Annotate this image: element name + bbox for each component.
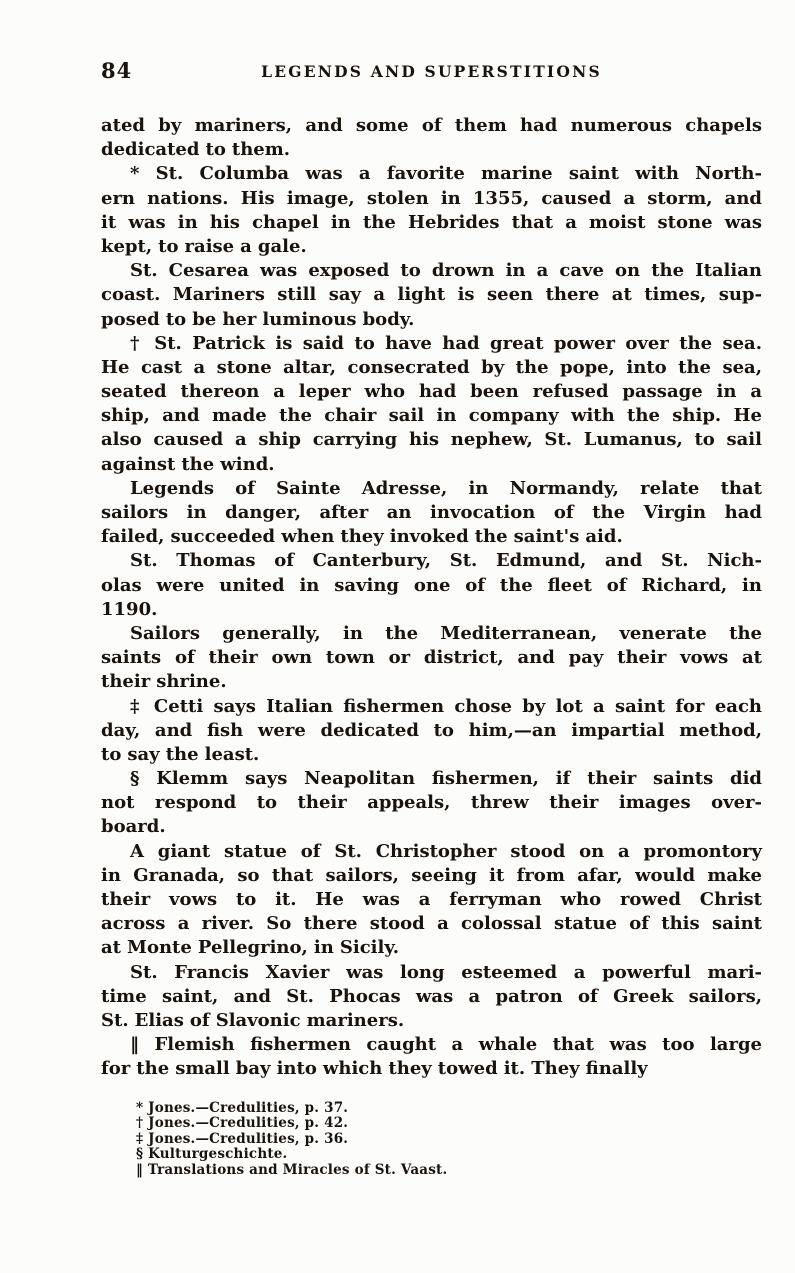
text-line: for the small bay into which they towed it. They finally (101, 1058, 648, 1080)
text-line: sailors in danger, after an invocation of the Virgin had (101, 502, 762, 523)
footnote: * Jones.—Credulities, p. 37. (136, 1100, 349, 1116)
text-line: dedicated to them. (101, 139, 291, 161)
paragraph (101, 549, 762, 622)
text-line: in Granada, so that sailors, seeing it from afar, would make (101, 864, 762, 886)
text-line: Legends of Sainte Adresse, in Normandy, relate that (130, 477, 762, 499)
text-line: St. Francis Xavier was long esteemed a powerful mari- (130, 961, 762, 983)
text-line: board. (101, 816, 166, 838)
text-line: 1190. (101, 598, 158, 620)
footnote: § Kulturgeschichte. (136, 1146, 288, 1163)
text-line: not respond to their appeals, threw their images over- (101, 792, 762, 814)
text-line: their shrine. (101, 671, 227, 693)
text-line: coast. Mariners still say a light is seen there at times, sup- (101, 284, 762, 306)
text-line: also caused a ship carrying his nephew, St. Lumanus, to sail (101, 429, 762, 451)
text-line: St. Cesarea was exposed to drown in a cave on the Italian (130, 260, 762, 282)
text-line: saints of their own town or district, and pay their vows at (101, 647, 762, 669)
text-line: ‡ Cetti says Italian fishermen chose by lot a saint for each (130, 695, 762, 717)
body-text (101, 114, 762, 1082)
paragraph (101, 114, 762, 162)
text-line: * St. Columba was a favorite marine saint with North- (130, 163, 762, 185)
text-line: failed, succeeded when they invoked the saint's aid. (101, 526, 623, 548)
paragraph (101, 961, 762, 1034)
text-line: ern nations. His image, stolen in 1355, caused a storm, and (101, 187, 762, 209)
running-title: LEGENDS AND SUPERSTITIONS (261, 62, 602, 81)
text-line: ‖ Flemish fishermen caught a whale that was too large (130, 1034, 762, 1056)
text-line: ated by mariners, and some of them had numerous chapels (101, 115, 762, 136)
text-line: to say the least. (101, 743, 260, 765)
text-line: time saint, and St. Phocas was a patron of Greek sailors, (101, 985, 762, 1007)
text-line: across a river. So there stood a colossal statue of this saint (101, 913, 762, 935)
text-line: seated thereon a leper who had been refused passage in a (101, 381, 762, 403)
text-line: ship, and made the chair sail in company with the ship. He (101, 405, 762, 427)
footnote: ‖ Translations and Miracles of St. Vaast. (136, 1161, 448, 1178)
text-line: Sailors generally, in the Mediterranean, venerate the (130, 622, 762, 644)
text-line: † St. Patrick is said to have had great power over the sea. (130, 332, 762, 354)
paragraph (101, 162, 762, 259)
text-line: St. Thomas of Canterbury, St. Edmund, and St. Nich- (130, 550, 762, 572)
text-line: He cast a stone altar, consecrated by the pope, into the sea, (101, 356, 762, 378)
text-line: day, and fish were dedicated to him,—an impartial method, (101, 719, 762, 741)
text-line: their vows to it. He was a ferryman who rowed Christ (101, 889, 762, 910)
paragraph (101, 1033, 762, 1081)
text-line: § Klemm says Neapolitan fishermen, if their saints did (130, 768, 762, 790)
footnote: ‡ Jones.—Credulities, p. 36. (136, 1130, 349, 1147)
text-line: kept, to raise a gale. (101, 235, 307, 257)
text-line: at Monte Pellegrino, in Sicily. (101, 937, 399, 959)
paragraph (101, 695, 762, 768)
text-line: olas were united in saving one of the fleet of Richard, in (101, 574, 762, 596)
paragraph (101, 767, 762, 840)
text-line: A giant statue of St. Christopher stood on a promontory (130, 840, 762, 862)
paragraph (101, 840, 762, 961)
page-header (101, 58, 762, 86)
paragraph (101, 259, 762, 332)
paragraph (101, 332, 762, 477)
text-line: it was in his chapel in the Hebrides that a moist stone was (101, 211, 762, 233)
text-line: St. Elias of Slavonic mariners. (101, 1009, 405, 1031)
footnote: † Jones.—Credulities, p. 42. (136, 1115, 349, 1132)
text-line: against the wind. (101, 453, 275, 475)
text-line: posed to be her luminous body. (101, 308, 415, 330)
footnotes (136, 1101, 676, 1178)
page-number: 84 (101, 58, 133, 83)
paragraph (101, 477, 762, 550)
paragraph (101, 622, 762, 695)
